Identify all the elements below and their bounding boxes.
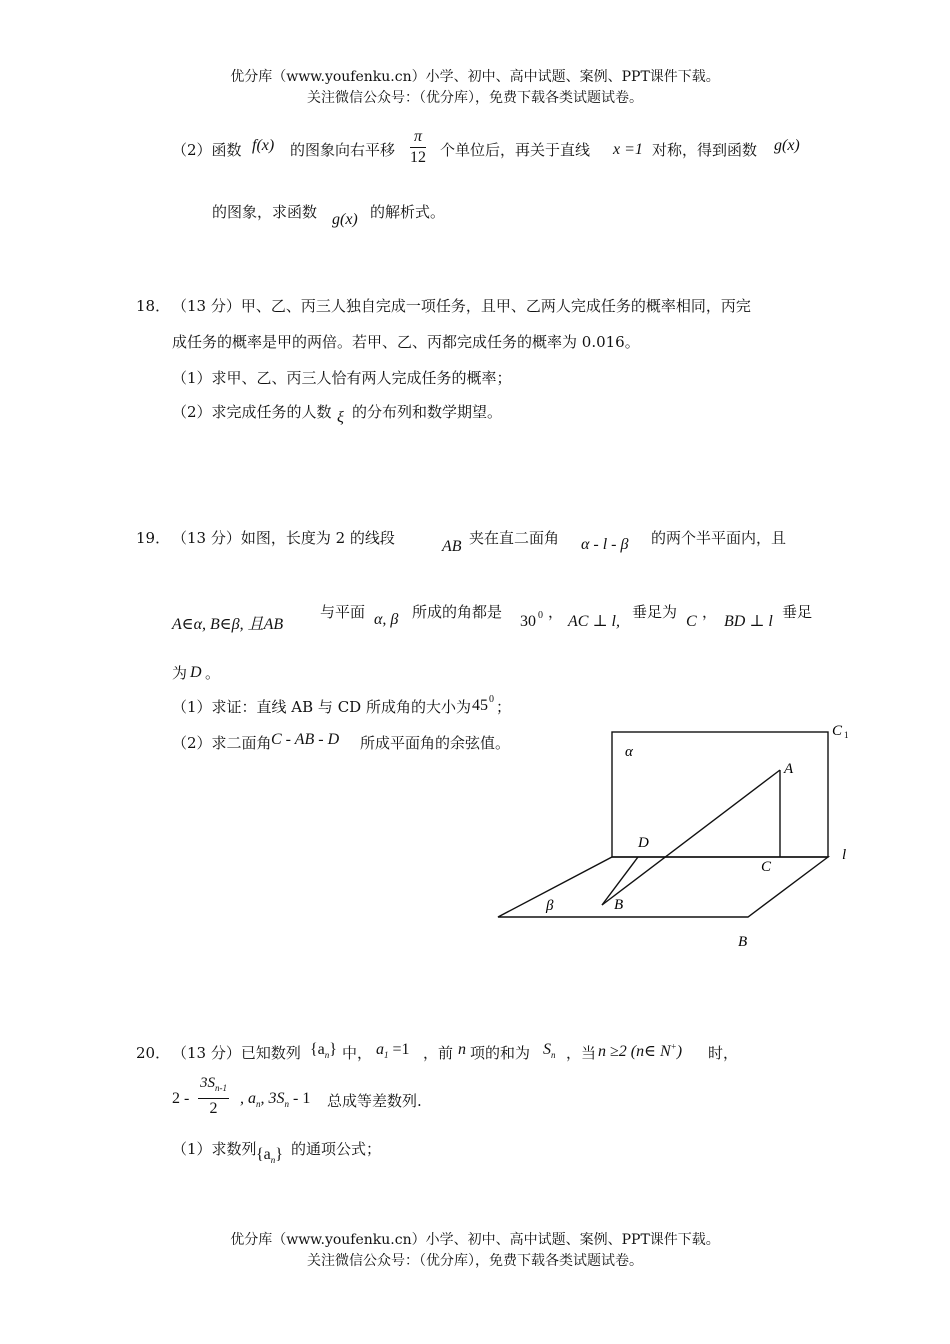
q18-number: 18． [136, 297, 171, 315]
q17-frac-num: π [410, 127, 426, 148]
q20-cond-sup: + [670, 1041, 677, 1052]
q20-sub-1-an-close: } [275, 1146, 283, 1163]
q20-n: n [458, 1041, 466, 1058]
q18-sub-2-a: （2）求完成任务的人数 [172, 403, 332, 421]
q17-frac-den: 12 [410, 149, 426, 166]
q19-deg-45: 0 [489, 694, 494, 705]
q19-text-2-c: ， [548, 603, 564, 621]
q19-text-1-b: 夹在直二面角 [469, 529, 560, 547]
q20-expr-an: , a [240, 1090, 256, 1107]
q19-dihedral: α - l - β [581, 536, 629, 553]
label-alpha: α [625, 744, 633, 760]
q17-line-eq: x =1 [613, 141, 643, 158]
q17-fraction [410, 127, 426, 168]
q20-number: 20． [136, 1044, 171, 1062]
footer-line-2: 关注微信公众号：（优分库），免费下载各类试题试卷。 [307, 1253, 643, 1269]
q20-frac-den: 2 [209, 1100, 218, 1117]
q20-expr-minus-1: - 1 [289, 1090, 311, 1107]
q20-text-1-d: 项的和为 [470, 1044, 531, 1062]
q20-sub-1-b: 的通项公式； [291, 1140, 382, 1158]
q20-text-1-e: ，当 [566, 1044, 597, 1062]
q19-D: D [190, 664, 202, 681]
q17-text-f: 的解析式。 [370, 203, 446, 221]
q19-ac-perp: AC ⊥ l, [568, 613, 620, 630]
q20-an-brace: {a [310, 1041, 325, 1058]
q19-text-1-c: 的两个半平面内，且 [651, 529, 787, 547]
label-D: D [638, 835, 649, 851]
q20-text-1-f: 时， [708, 1044, 739, 1062]
q18-text-1: （13 分）甲、乙、丙三人独自完成一项任务，且甲、乙两人完成任务的概率相同，丙完 [172, 297, 751, 315]
q20-cond [598, 1041, 682, 1061]
q20-an-sub: n [324, 1050, 330, 1061]
q19-text-2-b: 所成的角都是 [412, 603, 503, 621]
q20-text-2: 总成等差数列. [327, 1092, 422, 1110]
q20-sub-1-a: （1）求数列 [172, 1140, 257, 1158]
header-line-1: 优分库（www.youfenku.cn）小学、初中、高中试题、案例、PPT课件下载。 [230, 69, 720, 85]
q19-sub-2-a: （2）求二面角 [172, 734, 272, 752]
q20-frac-num-sub: n-1 [215, 1083, 227, 1093]
q20-text-1-c: ，前 [423, 1044, 454, 1062]
q19-planes: α, β [374, 611, 399, 628]
label-C1-sub: 1 [844, 730, 849, 740]
q19-deg-30: 0 [538, 610, 543, 621]
label-C: C [761, 859, 772, 875]
label-beta: β [546, 898, 554, 914]
q20-Sn-var: S [543, 1041, 551, 1058]
header-line-2: 关注微信公众号：（优分库），免费下载各类试题试卷。 [307, 90, 643, 106]
q19-text-3-b: 。 [205, 664, 221, 682]
q19-sub-1-b: ； [496, 698, 512, 716]
q20-frac-num [198, 1073, 229, 1099]
q20-a1-eq: =1 [388, 1041, 410, 1058]
q19-text-2-a: 与平面 [320, 603, 366, 621]
label-l: l [842, 847, 847, 863]
q20-a1-sub: 1 [384, 1050, 389, 1061]
dihedral-figure [490, 715, 860, 955]
footer-line-1: 优分库（www.youfenku.cn）小学、初中、高中试题、案例、PPT课件下载。 [230, 1232, 720, 1248]
q20-text-1-a: （13 分）已知数列 [172, 1044, 301, 1062]
q19-text-2-e: ， [702, 603, 718, 621]
q20-an [310, 1041, 337, 1060]
segment-AB [602, 770, 780, 905]
q17-text-d: 对称，得到函数 [652, 141, 758, 159]
q18-xi: ξ [337, 409, 344, 426]
q20-expr-pre: 2 - [172, 1090, 190, 1107]
q20-Sn-sub: n [551, 1050, 556, 1061]
q18-text-2: 成任务的概率是甲的两倍。若甲、乙、丙都完成任务的概率为 0.016。 [172, 333, 640, 351]
q20-text-1-b: 中， [342, 1044, 373, 1062]
q20-fraction [198, 1073, 229, 1119]
q19-text-3-a: 为 [172, 664, 188, 682]
q18-sub-2-b: 的分布列和数学期望。 [352, 403, 503, 421]
q19-angle-45: 45 [472, 697, 488, 714]
q20-expr-3sn-sub: n [284, 1099, 289, 1110]
q20-sub-1-an-sub: n [270, 1155, 276, 1166]
q17-text-a: （2）函数 [172, 141, 242, 159]
label-B: B [614, 897, 624, 913]
q19-angle-30: 30 [520, 613, 536, 630]
q20-sub-1-an-brace: {a [256, 1146, 271, 1163]
q19-C: C [686, 613, 697, 630]
q17-text-e: 的图象，求函数 [212, 203, 318, 221]
q20-expr-3sn: , 3S [260, 1090, 285, 1107]
q19-sub-1-a: （1）求证：直线 AB 与 CD 所成角的大小为 [172, 698, 471, 716]
q19-text-2-d: 垂足为 [632, 603, 678, 621]
label-A: A [784, 761, 794, 777]
q19-text-1-a: （13 分）如图，长度为 2 的线段 [172, 529, 395, 547]
q19-cabd: C - AB - D [271, 731, 340, 748]
q20-sub-1-an [256, 1146, 283, 1165]
q19-number: 19． [136, 529, 171, 547]
q20-a1-var: a [376, 1041, 384, 1058]
q19-AB: AB [442, 538, 462, 555]
q20-frac-num-main: 3S [200, 1075, 215, 1091]
q18-sub-1: （1）求甲、乙、丙三人恰有两人完成任务的概率； [172, 369, 512, 387]
q20-cond-close: ) [676, 1043, 683, 1060]
q17-text-b: 的图象向右平移 [290, 141, 396, 159]
q17-text-c: 个单位后，再关于直线 [440, 141, 591, 159]
q17-gx: g(x) [774, 137, 800, 154]
q17-gx-2: g(x) [332, 211, 358, 228]
label-C1: C [832, 723, 843, 739]
q19-sub-2-b: 所成平面角的余弦值。 [360, 734, 511, 752]
q20-expr-post [240, 1090, 310, 1109]
q20-cond-main: n ≥2 (n∈ N [598, 1043, 671, 1060]
q20-expr-an-sub: n [256, 1099, 261, 1110]
q20-Sn [543, 1041, 556, 1060]
q19-bd-perp: BD ⊥ l [724, 613, 773, 630]
label-B-2: B [738, 934, 748, 950]
q17-fx: f(x) [252, 137, 275, 154]
q19-cond-1: A∈α, B∈β, 且AB [172, 616, 284, 633]
q20-a1 [376, 1041, 410, 1060]
q20-an-close: } [329, 1041, 337, 1058]
q19-text-2-f: 垂足 [782, 603, 813, 621]
